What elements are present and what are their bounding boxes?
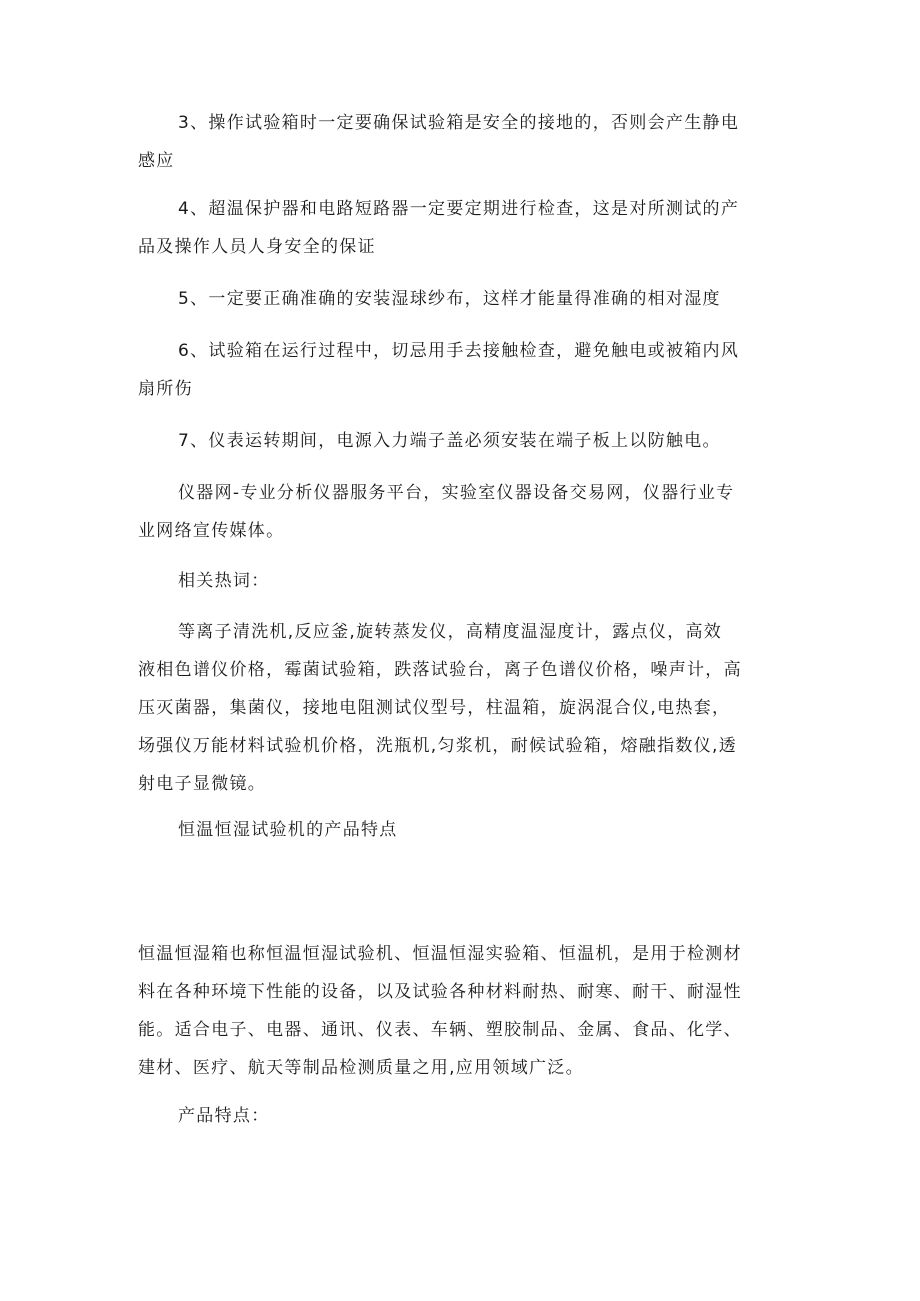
promo-line-2: 业网络宣传媒体。 bbox=[138, 521, 285, 541]
section-heading bbox=[138, 811, 808, 849]
promo-line-1: 仪器网-专业分析仪器服务平台，实验室仪器设备交易网，仪器行业专 bbox=[178, 483, 735, 503]
note-item-4 bbox=[138, 190, 808, 266]
intro-line-2: 料在各种环境下性能的设备，以及试验各种材料耐热、耐寒、耐干、耐湿性 bbox=[138, 982, 742, 1002]
note-item-3-line-1: 3、操作试验箱时一定要确保试验箱是安全的接地的，否则会产生静电 bbox=[178, 113, 740, 133]
keywords-line-5: 射电子显微镜。 bbox=[138, 774, 267, 794]
features-title: 产品特点： bbox=[178, 1106, 270, 1126]
features-heading bbox=[138, 1097, 808, 1135]
note-item-6-line-2: 扇所伤 bbox=[138, 379, 193, 399]
section-title: 恒温恒湿试验机的产品特点 bbox=[178, 820, 398, 840]
note-item-3 bbox=[138, 104, 808, 180]
intro-line-4: 建材、医疗、航天等制品检测质量之用,应用领域广泛。 bbox=[138, 1058, 584, 1078]
keywords-line-2: 液相色谱仪价格，霉菌试验箱，跌落试验台，离子色谱仪价格，噪声计，高 bbox=[138, 660, 742, 680]
intro-line-1: 恒温恒湿箱也称恒温恒湿试验机、恒温恒湿实验箱、恒温机，是用于检测材 bbox=[138, 944, 742, 964]
note-item-4-line-2: 品及操作人员人身安全的保证 bbox=[138, 237, 376, 257]
note-item-7 bbox=[138, 422, 808, 460]
keywords-title: 相关热词： bbox=[178, 571, 270, 591]
note-item-6-line-1: 6、试验箱在运行过程中，切忌用手去接触检查，避免触电或被箱内风 bbox=[178, 341, 740, 361]
note-item-4-line-1: 4、超温保护器和电路短路器一定要定期进行检查，这是对所测试的产 bbox=[178, 199, 740, 219]
note-item-5-line-1: 5、一定要正确准确的安装湿球纱布，这样才能量得准确的相对湿度 bbox=[178, 289, 721, 309]
intro-line-3: 能。适合电子、电器、通讯、仪表、车辆、塑胶制品、金属、食品、化学、 bbox=[138, 1020, 742, 1040]
note-item-7-line-1: 7、仪表运转期间，电源入力端子盖必须安装在端子板上以防触电。 bbox=[178, 431, 721, 451]
note-item-6 bbox=[138, 332, 808, 408]
keywords-line-1: 等离子清洗机,反应釜,旋转蒸发仪，高精度温湿度计，露点仪，高效 bbox=[178, 622, 723, 642]
intro-paragraph bbox=[138, 935, 808, 1087]
keywords-paragraph bbox=[138, 613, 808, 803]
keywords-line-4: 场强仪万能材料试验机价格，洗瓶机,匀浆机，耐候试验箱，熔融指数仪,透 bbox=[138, 736, 738, 756]
keywords-heading bbox=[138, 562, 808, 600]
keywords-line-3: 压灭菌器，集菌仪，接地电阻测试仪型号，柱温箱，旋涡混合仪,电热套， bbox=[138, 698, 731, 718]
note-item-5 bbox=[138, 280, 808, 318]
promo-paragraph bbox=[138, 474, 808, 550]
note-item-3-line-2: 感应 bbox=[138, 151, 175, 171]
